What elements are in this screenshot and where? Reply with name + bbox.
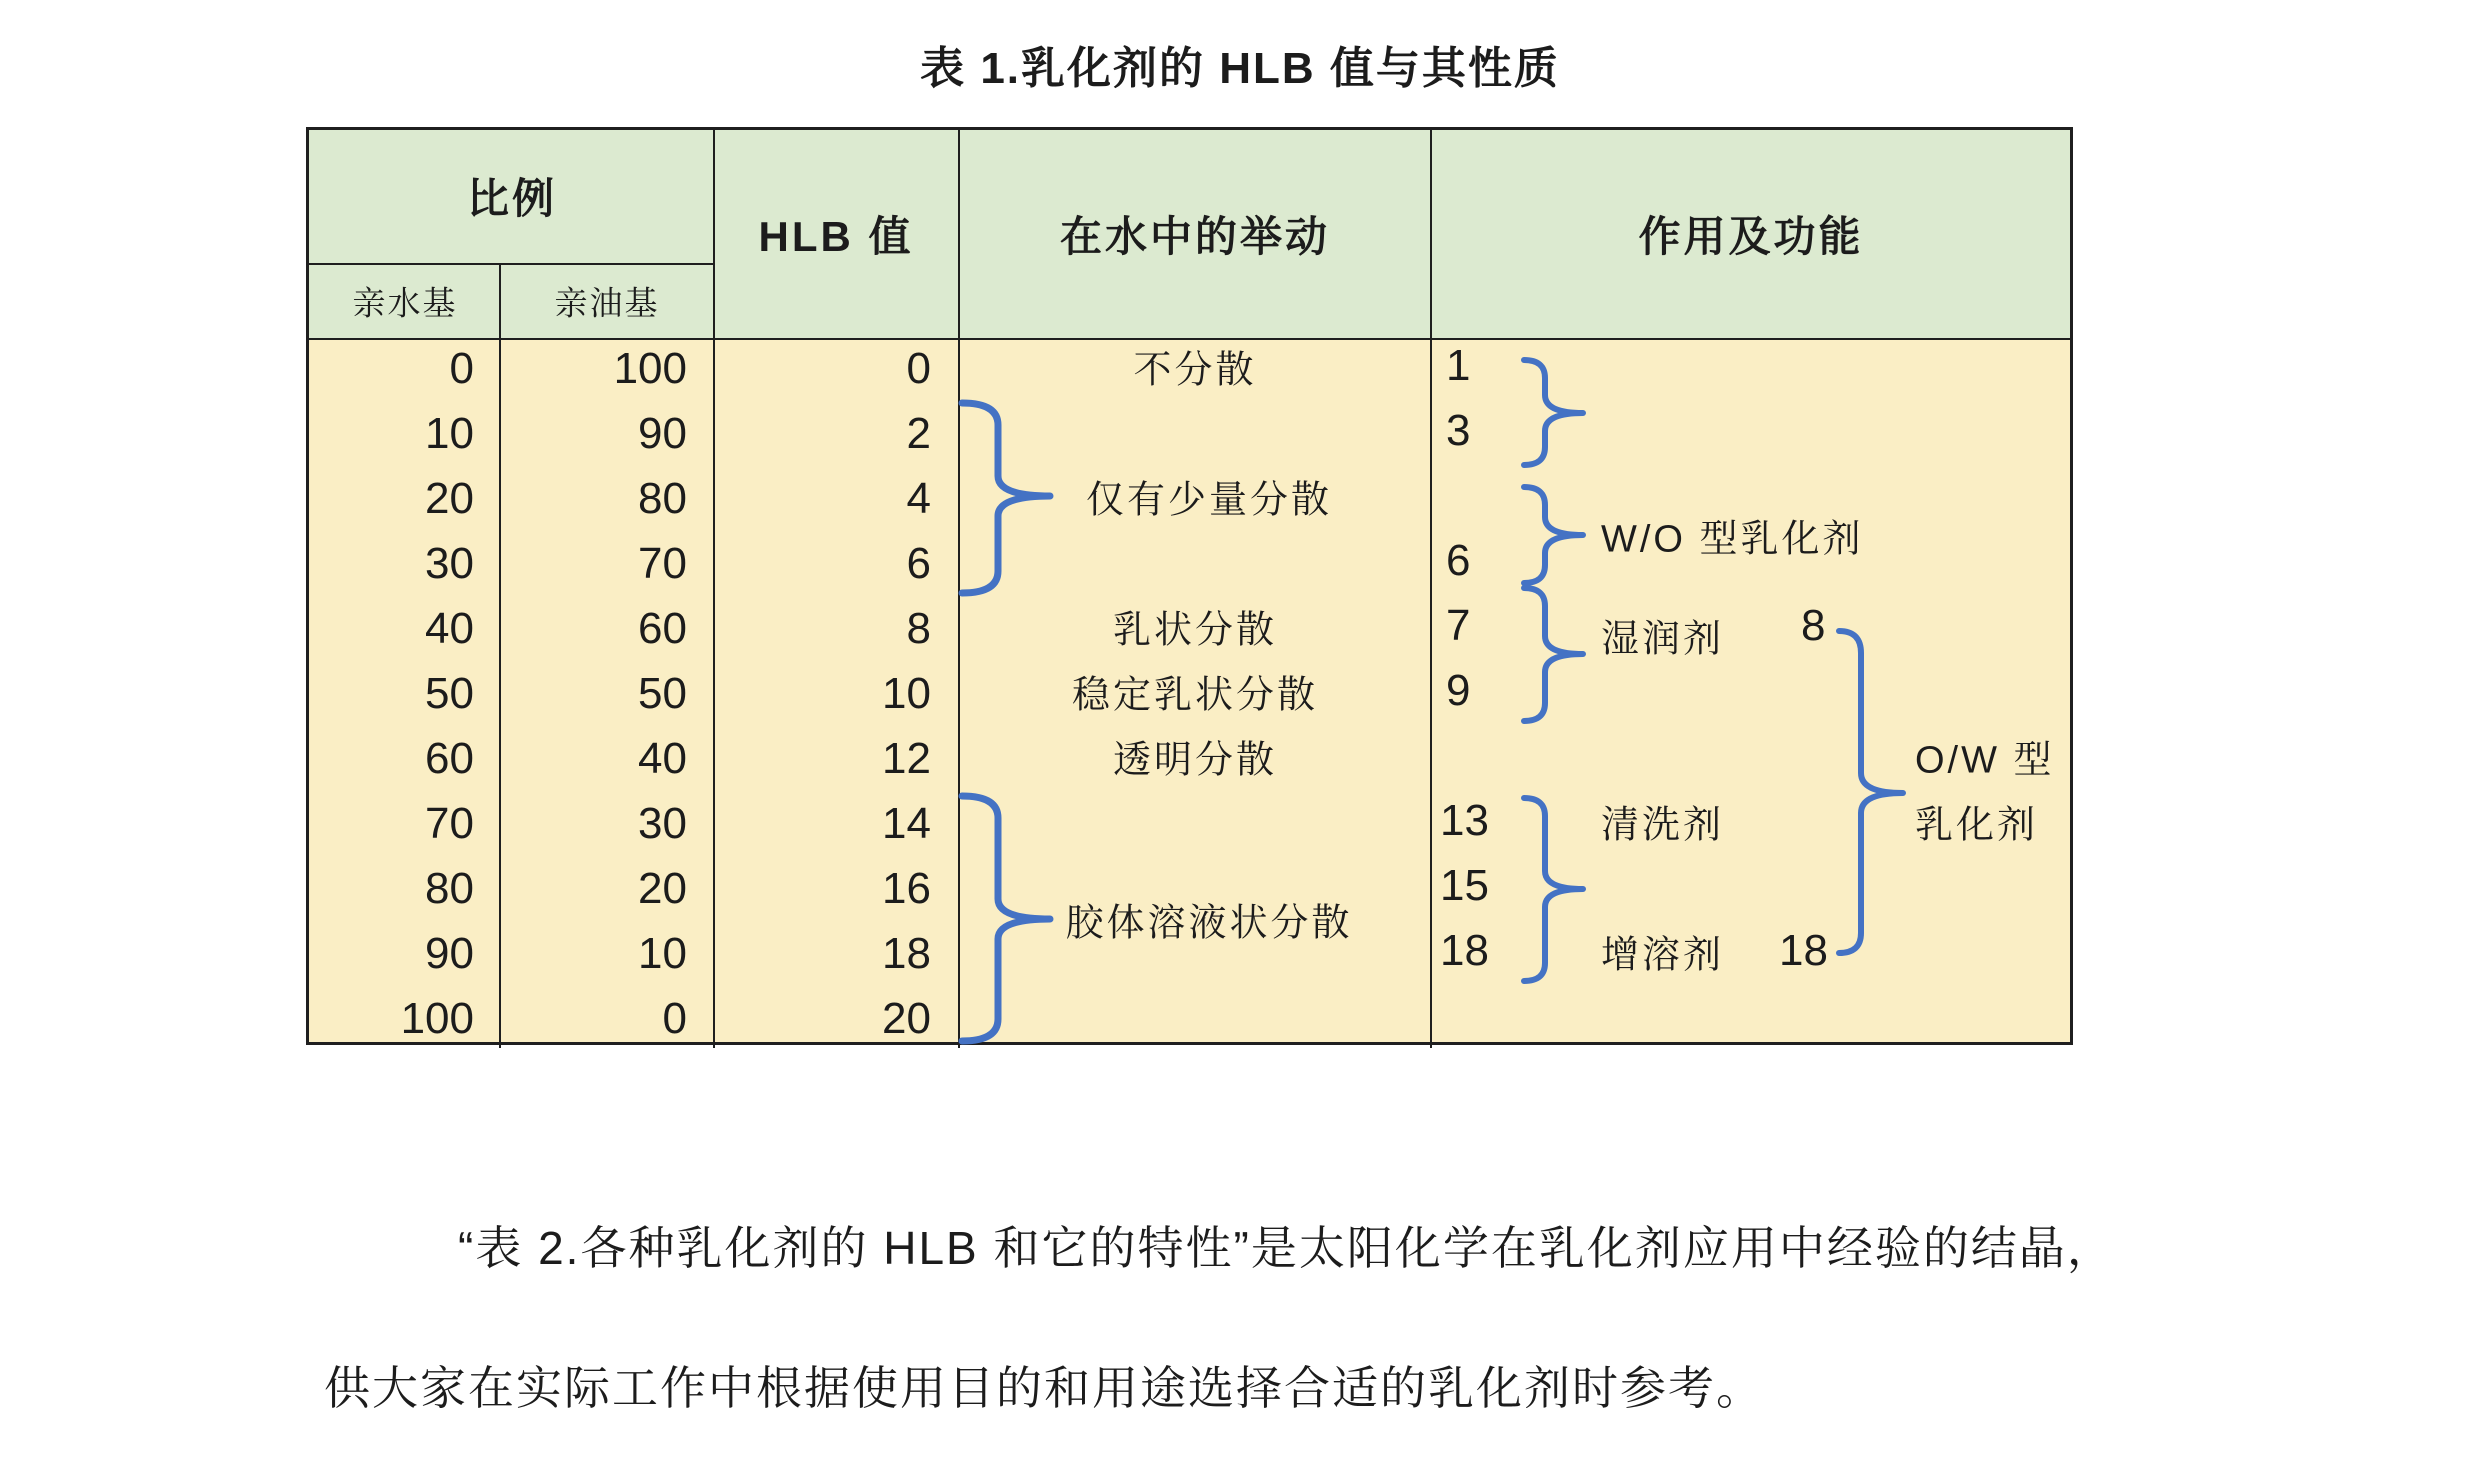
header-function: 作用及功能 — [1638, 213, 1864, 260]
function-number: 8 — [1801, 601, 1826, 650]
hydrophilic-cell: 60 — [425, 734, 474, 783]
behavior-label: 仅有少量分散 — [1085, 479, 1333, 522]
lipophilic-cell: 0 — [662, 994, 687, 1043]
hydrophilic-cell: 50 — [425, 669, 474, 718]
hydrophilic-cell: 70 — [425, 799, 474, 848]
function-number: 9 — [1446, 666, 1471, 715]
behavior-label: 不分散 — [1133, 349, 1257, 392]
hydrophilic-cell: 90 — [425, 929, 474, 978]
hydrophilic-cell: 30 — [425, 539, 474, 588]
hlb-cell: 2 — [906, 409, 931, 458]
paragraph-line: “表 2.各种乳化剂的 HLB 和它的特性”是太阳化学在乳化剂应用中经验的结晶， — [458, 1222, 2115, 1274]
function-number: 1 — [1446, 341, 1471, 390]
header-ratio: 比例 — [466, 175, 558, 222]
lipophilic-cell: 80 — [638, 474, 687, 523]
behavior-label: 透明分散 — [1112, 739, 1278, 782]
hlb-cell: 4 — [906, 474, 931, 523]
solubilizer-label: 增溶剂 — [1601, 934, 1725, 977]
behavior-label: 乳状分散 — [1112, 609, 1278, 652]
divider-ratio-sub — [309, 263, 713, 265]
hydrophilic-cell: 10 — [425, 409, 474, 458]
ow-emulsifier-label-line1: O/W 型 — [1915, 739, 2055, 782]
hlb-table — [306, 127, 2073, 1045]
hlb-cell: 0 — [906, 344, 931, 393]
hlb-column — [713, 336, 931, 1051]
header-hydrophilic: 亲水基 — [352, 284, 458, 322]
hydrophilic-cell: 80 — [425, 864, 474, 913]
brace-wetting-7-9 — [1524, 588, 1583, 721]
hydrophilic-cell: 0 — [449, 344, 474, 393]
ow-emulsifier-label-line2: 乳化剂 — [1915, 804, 2039, 847]
behavior-label: 稳定乳状分散 — [1071, 674, 1319, 717]
divider-hlb-behavior — [958, 130, 960, 1048]
lipophilic-cell: 90 — [638, 409, 687, 458]
brace-hlb-2-6 — [962, 403, 1050, 593]
hlb-cell: 16 — [882, 864, 931, 913]
function-number: 18 — [1779, 926, 1828, 975]
lipophilic-cell: 70 — [638, 539, 687, 588]
body-paragraph — [324, 1178, 2224, 1458]
brace-func-1-3 — [1524, 360, 1583, 465]
hlb-cell: 14 — [882, 799, 931, 848]
divider-behavior-function — [1430, 130, 1432, 1048]
hlb-cell: 20 — [882, 994, 931, 1043]
brace-hlb-14-20 — [962, 796, 1050, 1041]
lipophilic-cell: 60 — [638, 604, 687, 653]
hlb-cell: 12 — [882, 734, 931, 783]
cleaning-agent-label: 清洗剂 — [1601, 804, 1725, 847]
brace-cleaning-13-18 — [1524, 798, 1583, 981]
lipophilic-cell: 10 — [638, 929, 687, 978]
header-lipophilic: 亲油基 — [554, 284, 660, 322]
function-number: 3 — [1446, 406, 1471, 455]
hydrophilic-cell: 100 — [400, 994, 474, 1043]
hydrophilic-column — [309, 336, 474, 1051]
lipophilic-cell: 100 — [613, 344, 687, 393]
paragraph-line: 供大家在实际工作中根据使用目的和用途选择合适的乳化剂时参考。 — [324, 1362, 1764, 1414]
header-hlb: HLB 值 — [758, 213, 914, 260]
function-number: 13 — [1440, 796, 1489, 845]
hlb-cell: 10 — [882, 669, 931, 718]
wetting-agent-label: 湿润剂 — [1601, 618, 1725, 661]
function-number: 6 — [1446, 536, 1471, 585]
brace-ow-8-18 — [1839, 631, 1903, 953]
wo-emulsifier-label: W/O 型乳化剂 — [1601, 518, 1864, 561]
hlb-cell: 18 — [882, 929, 931, 978]
function-number: 15 — [1440, 861, 1489, 910]
lipophilic-column — [499, 336, 687, 1051]
hydrophilic-cell: 20 — [425, 474, 474, 523]
function-number: 18 — [1440, 926, 1489, 975]
function-number: 7 — [1446, 601, 1471, 650]
lipophilic-cell: 50 — [638, 669, 687, 718]
header-behavior: 在水中的举动 — [1059, 213, 1331, 260]
lipophilic-cell: 30 — [638, 799, 687, 848]
hydrophilic-cell: 40 — [425, 604, 474, 653]
hlb-cell: 8 — [906, 604, 931, 653]
behavior-label: 胶体溶液状分散 — [1065, 902, 1353, 945]
lipophilic-cell: 20 — [638, 864, 687, 913]
hlb-cell: 6 — [906, 539, 931, 588]
page-title: 表 1.乳化剂的 HLB 值与其性质 — [920, 44, 1560, 93]
lipophilic-cell: 40 — [638, 734, 687, 783]
brace-wo-emulsifier — [1524, 487, 1583, 583]
